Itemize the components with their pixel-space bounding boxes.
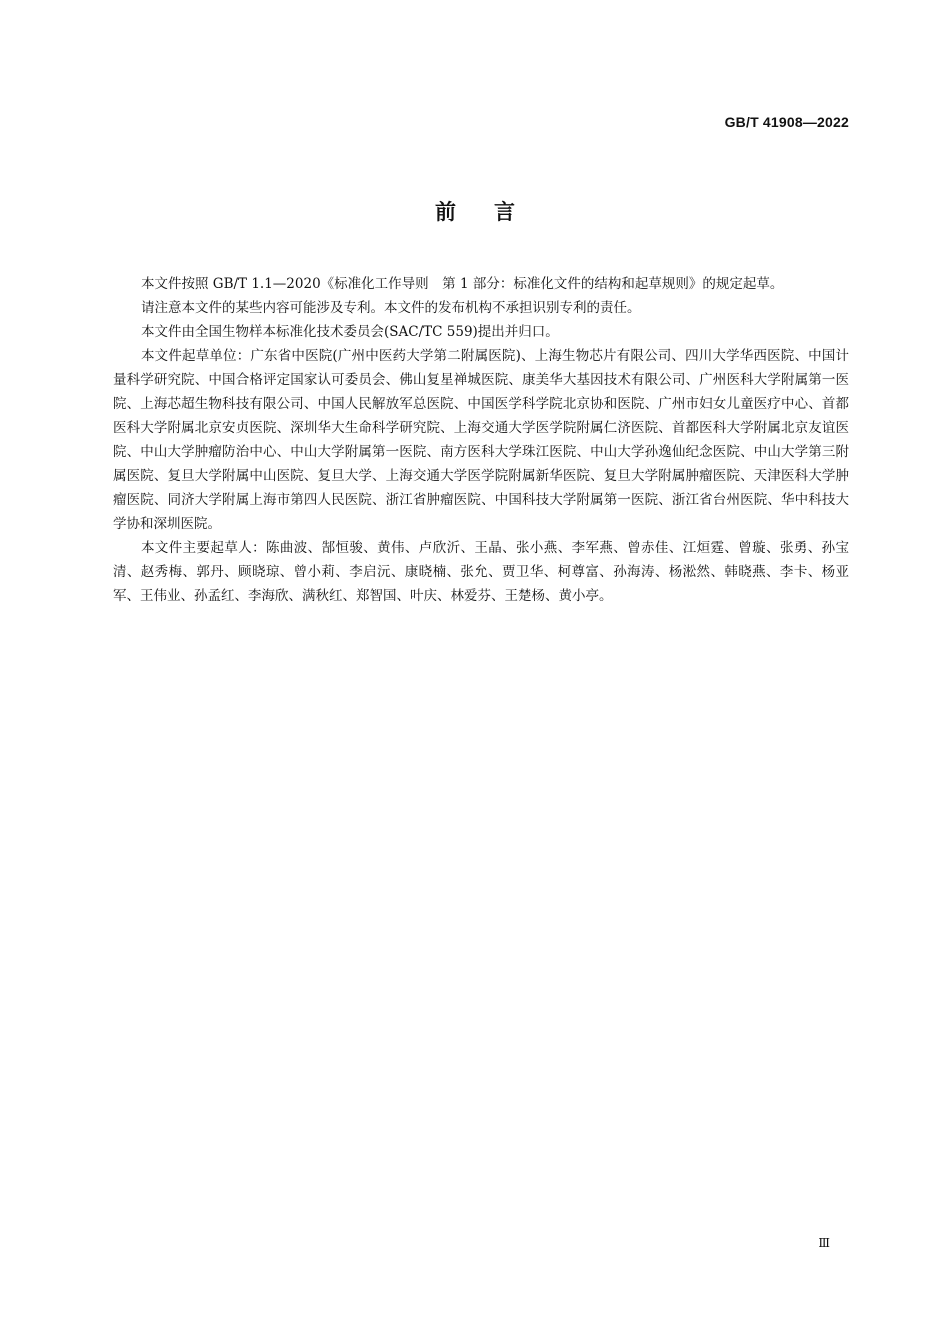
paragraph-proposer: 本文件由全国生物样本标准化技术委员会(SAC/TC 559)提出并归口。 <box>141 324 559 340</box>
paragraph-drafters: 本文件主要起草人：陈曲波、郜恒骏、黄伟、卢欣沂、王晶、张小燕、李军燕、曾赤佳、江烜霆、曾璇、张勇、孙宝清、赵秀梅、郭丹、顾晓琼、曾小莉、李启沅、康晓楠、张允、贾卫华、柯尊富、孙海涛、杨淞然、韩晓燕、李卡、杨亚军、王伟业、孙孟红、李海欣、满秋红、郑智国、叶庆、林爱芬、王楚杨、黄小亭。 <box>113 540 849 604</box>
page-title: 前言 <box>435 200 553 224</box>
paragraph-patent-notice: 请注意本文件的某些内容可能涉及专利。本文件的发布机构不承担识别专利的责任。 <box>141 300 641 316</box>
standard-number: GB/T 41908—2022 <box>724 114 849 130</box>
paragraph-drafting-units: 本文件起草单位：广东省中医院(广州中医药大学第二附属医院)、上海生物芯片有限公司、四川大学华西医院、中国计量科学研究院、中国合格评定国家认可委员会、佛山复星禅城医院、康美华大基因技术有限公司、广州医科大学附属第一医院、上海芯超生物科技有限公司、中国人民解放军总医院、中国医学科学院北京协和医院、广州市妇女儿童医疗中心、首都医科大学附属北京安贞医院、深圳华大生命科学研究院、上海交通大学医学院附属仁济医院、首都医科大学附属北京友谊医院、中山大学肿瘤防治中心、中山大学附属第一医院、南方医科大学珠江医院、中山大学孙逸仙纪念医院、中山大学第三附属医院、复旦大学附属中山医院、复旦大学、上海交通大学医学院附属新华医院、复旦大学附属肿瘤医院、天津医科大学肿瘤医院、同济大学附属上海市第四人民医院、浙江省肿瘤医院、中国科技大学附属第一医院、浙江省台州医院、华中科技大学协和深圳医院。 <box>113 348 849 532</box>
page-number: Ⅲ <box>818 1236 829 1250</box>
foreword-body <box>113 272 849 608</box>
paragraph-drafting-rules: 本文件按照 GB/T 1.1—2020《标准化工作导则 第 1 部分：标准化文件的结构和起草规则》的规定起草。 <box>141 276 784 292</box>
